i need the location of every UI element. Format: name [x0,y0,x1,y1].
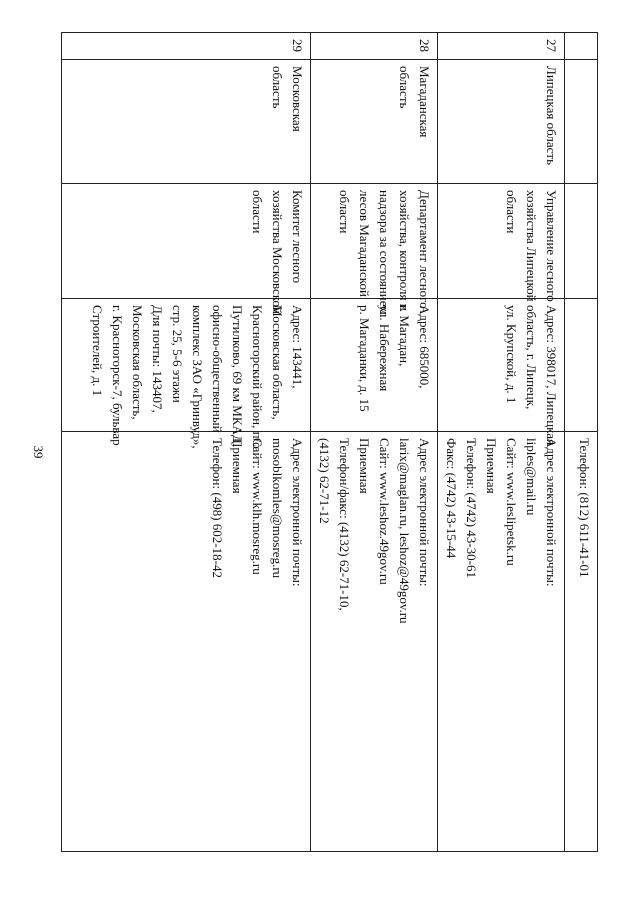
address-cell [565,299,598,432]
contacts-line: Приемная [484,438,499,494]
organization-line: хозяйства Московской [270,190,285,314]
contacts-cell [311,432,438,852]
address-line: Путилково, 69 км МКАД, [230,305,245,447]
contacts-line: Сайт: www.klh.mosreg.ru [250,438,265,575]
address-line: г. Магадан, [397,305,412,367]
contacts-line: Адрес электронной почты: [417,438,432,587]
organization-line: области [337,190,352,234]
address-line: Для почты: 143407, [150,305,165,413]
organization-line: Комитет лесного [290,190,305,284]
organization-line: лесов Магаданской [357,190,372,297]
contacts-line: Адрес электронной почты: [544,438,559,587]
address-line: Адрес: 685000, [417,305,432,389]
address-line: г. Красногорск-7, бульвар [110,305,125,446]
address-line: стр. 25, 5-6 этажи [170,305,185,403]
forestry-contacts-table [61,32,598,852]
organization-cell [311,184,438,315]
region-cell [565,60,598,184]
contacts-line: Приемная [230,438,245,494]
contacts-cell [438,432,565,852]
contacts-line: Сайт: www.leshoz.49gov.ru [377,438,392,585]
address-line: Адрес: 398017, Липецкая [544,305,559,446]
address-line: офисно-общественный [210,305,225,433]
row-number-cell [565,33,598,60]
row-number-cell: 27 [438,33,565,60]
contacts-line: Факс: (4742) 43-15-44 [444,438,459,559]
table-row [311,33,438,852]
address-line: Московская область, [270,305,285,420]
contacts-line: Телефон: (498) 602-18-42 [210,438,225,578]
address-cell [62,299,311,449]
contacts-line: liples@mail.ru [524,438,539,516]
contacts-line: Адрес электронной почты: [290,438,305,587]
contacts-line: larix@maglan.ru, leshoz@49gov.ru [397,438,412,624]
row-number-cell: 28 [311,33,438,60]
table-row [565,33,598,852]
organization-cell [62,184,311,314]
region-cell: Липецкая область [438,60,565,184]
region-cell: Магаданская область [311,60,438,184]
page-number: 39 [31,445,46,459]
organization-line: хозяйства Липецкой [524,190,539,302]
contacts-line: Приемная [357,438,372,494]
rotated-table-wrapper [70,32,598,851]
table-body [62,33,598,852]
row-number-cell: 29 [62,33,311,60]
contacts-line: Телефон: (812) 611-41-01 [577,438,592,578]
address-cell [438,299,565,446]
contacts-cell [565,432,598,852]
organization-line: области [504,190,519,234]
address-line: комплекс ЗАО «Гринвуд», [190,305,205,449]
address-line: Адрес: 143441, [290,305,305,389]
region-cell: Московская область [62,60,311,184]
contacts-line: Телефон: (4742) 43-30-61 [464,438,479,578]
contacts-line: mosoblkomles@mosreg.ru [270,438,285,579]
organization-cell [565,184,598,299]
address-line: р. Магаданки, д. 15 [357,305,372,412]
address-line: ул. Набережная [377,305,392,392]
organization-line: области [250,190,265,234]
contacts-cell [62,432,311,852]
table-row [438,33,565,852]
contacts-line: Телефон/факс: (4132) 62-71-10, [337,438,352,611]
contacts-line: Сайт: www.leslipetsk.ru [504,438,519,566]
organization-line: надзора за состоянием [377,190,392,315]
organization-line: Департамент лесного [417,190,432,309]
organization-line: Управление лесного [544,190,559,302]
address-line: область, г. Липецк, [524,305,539,410]
organization-cell [438,184,565,302]
address-line: Красногорский район, п/о [250,305,265,449]
table-row [62,33,311,852]
address-line: ул. Крупской, д. 1 [504,305,519,404]
contacts-line: (4132) 62-71-12 [317,438,332,524]
address-line: Строителей, д. 1 [90,305,105,397]
organization-line: хозяйства, контроля и [397,190,412,311]
address-cell [311,299,438,432]
address-line: Московская область, [130,305,145,420]
